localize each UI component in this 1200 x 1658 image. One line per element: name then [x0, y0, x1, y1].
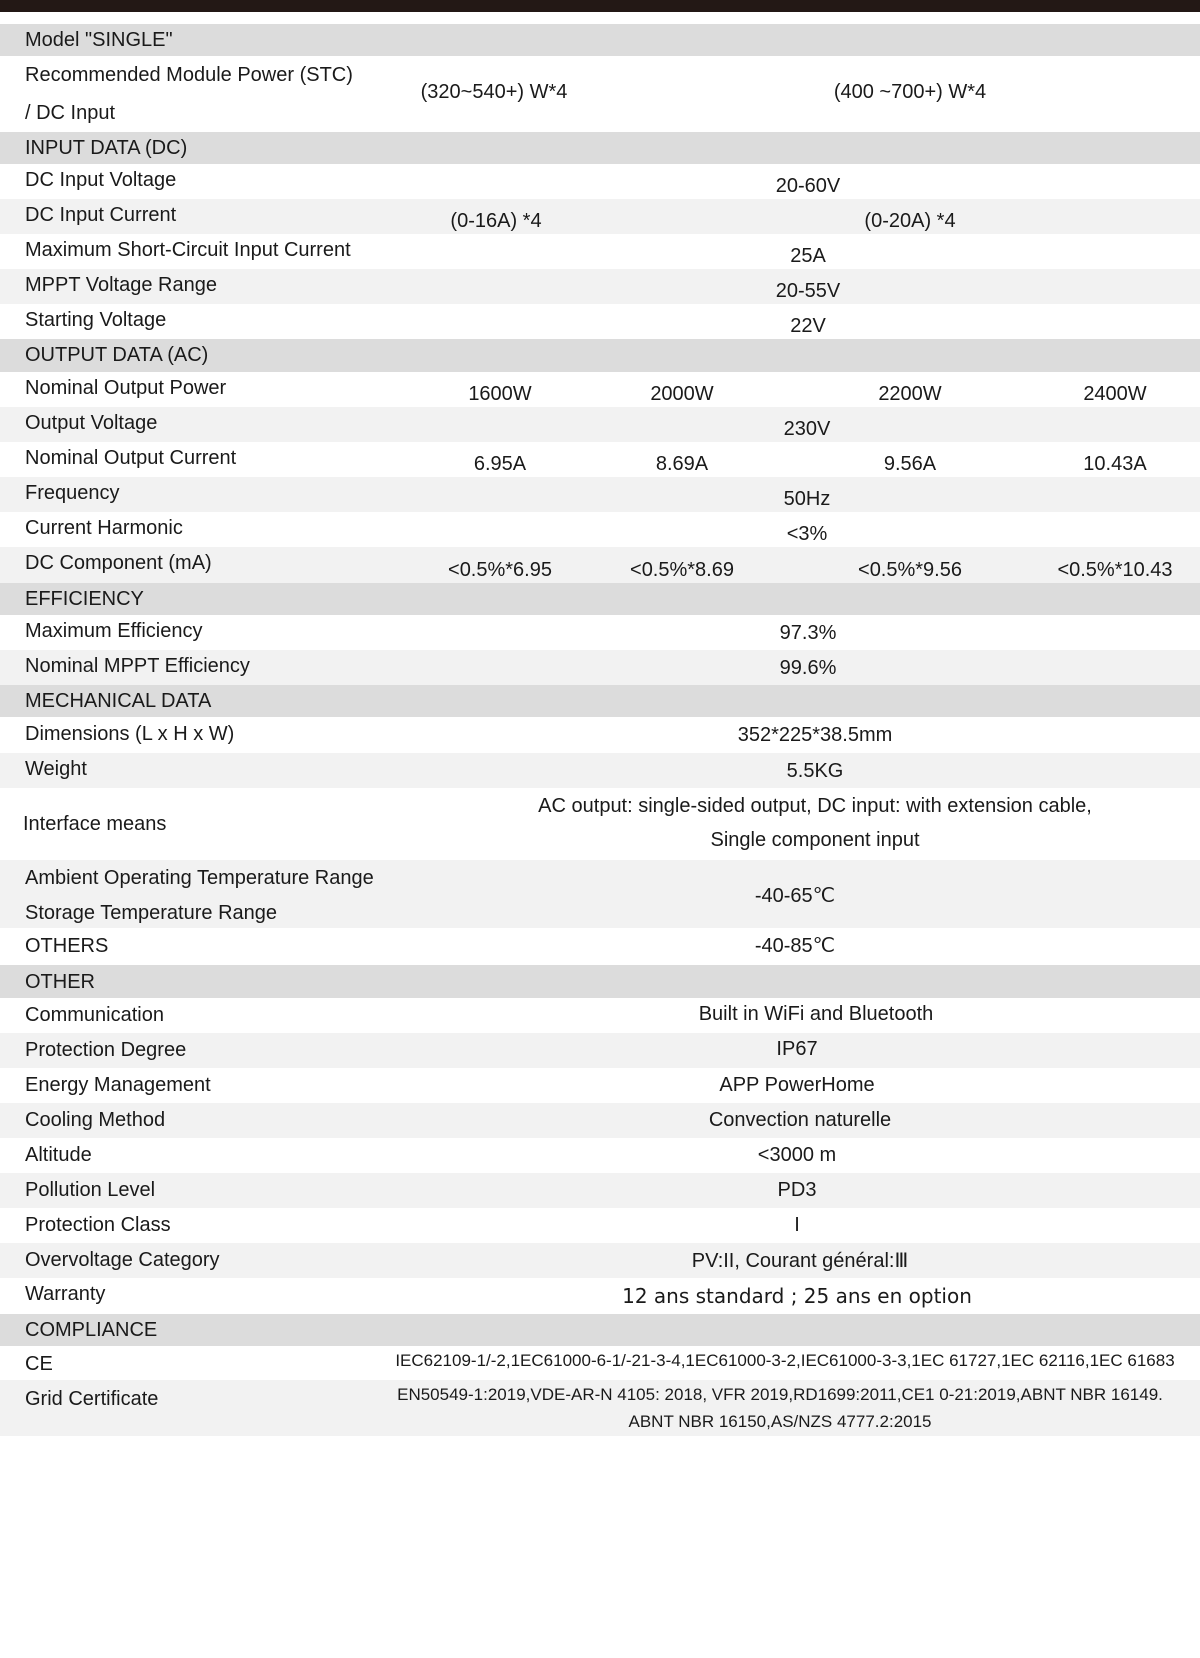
section-title: OUTPUT DATA (AC): [25, 344, 209, 366]
row-starting-voltage: [0, 304, 1200, 339]
value-cell: 5.5KG: [786, 760, 844, 782]
value-cell: 8.69A: [655, 453, 709, 475]
value-cell: (320~540+) W*4: [420, 81, 568, 103]
row-max-short-circuit: [0, 234, 1200, 269]
row-dc-input-current: [0, 199, 1200, 234]
row-overvoltage-category: [0, 1243, 1200, 1278]
value-cell: 10.43A: [1083, 453, 1147, 475]
row-label: DC Input Voltage: [25, 169, 177, 191]
value-cell: 50Hz: [783, 488, 831, 510]
row-label: Grid Certificate: [25, 1388, 159, 1410]
value-cell: 22V: [790, 315, 826, 337]
value-cell: 20-55V: [775, 280, 841, 302]
row-ce: [0, 1346, 1200, 1380]
row-label: Nominal MPPT Efficiency: [25, 655, 250, 677]
row-label: Protection Degree: [25, 1039, 187, 1061]
row-label: Pollution Level: [25, 1179, 156, 1201]
row-label: Warranty: [25, 1283, 106, 1305]
row-nominal-output-power: [0, 372, 1200, 407]
value-cell: 2400W: [1083, 383, 1147, 405]
row-grid-certificate: [0, 1380, 1200, 1436]
row-label: Maximum Efficiency: [25, 620, 203, 642]
value-cell: ABNT NBR 16150,AS/NZS 4777.2:2015: [628, 1412, 932, 1431]
value-cell: 1600W: [468, 383, 532, 405]
section-title: MECHANICAL DATA: [25, 690, 212, 712]
row-altitude: [0, 1138, 1200, 1173]
row-dc-component: [0, 547, 1200, 583]
row-label: DC Input Current: [25, 204, 177, 226]
row-cooling-method: [0, 1103, 1200, 1138]
row-protection-degree: [0, 1033, 1200, 1068]
value-cell: 9.56A: [883, 453, 937, 475]
section-model: [0, 24, 1200, 56]
row-frequency: [0, 477, 1200, 512]
row-label: / DC Input: [25, 102, 116, 124]
row-label: Ambient Operating Temperature Range: [25, 867, 374, 889]
row-label: Overvoltage Category: [25, 1249, 220, 1271]
section-efficiency: [0, 583, 1200, 615]
row-label: Energy Management: [25, 1074, 211, 1096]
row-label: Dimensions (L x H x W): [25, 723, 235, 745]
value-cell: (0-16A) *4: [450, 210, 542, 232]
value-cell: 2000W: [650, 383, 714, 405]
value-cell: 99.6%: [779, 657, 837, 679]
section-compliance: [0, 1314, 1200, 1346]
row-dimensions: [0, 717, 1200, 753]
section-title: COMPLIANCE: [25, 1319, 158, 1341]
row-max-efficiency: [0, 615, 1200, 650]
section-title: EFFICIENCY: [25, 588, 144, 610]
section-title: INPUT DATA (DC): [25, 137, 188, 159]
value-cell: <0.5%*6.95: [448, 559, 552, 581]
section-input-dc: [0, 132, 1200, 164]
row-label: MPPT Voltage Range: [25, 274, 217, 296]
row-label: Frequency: [25, 482, 120, 504]
value-cell: <3000 m: [757, 1144, 837, 1166]
value-cell: Convection naturelle: [708, 1109, 892, 1131]
value-cell: I: [794, 1214, 800, 1236]
value-cell: <0.5%*9.56: [858, 559, 962, 581]
value-cell: Built in WiFi and Bluetooth: [698, 1003, 934, 1025]
value-cell: -40-85℃: [754, 935, 836, 957]
row-weight: [0, 753, 1200, 788]
section-other: [0, 965, 1200, 998]
row-label: CE: [25, 1353, 53, 1375]
row-label: Current Harmonic: [25, 517, 183, 539]
row-label: Cooling Method: [25, 1109, 166, 1131]
row-others: [0, 928, 1200, 965]
value-cell: 97.3%: [779, 622, 837, 644]
row-label: Maximum Short-Circuit Input Current: [25, 239, 351, 261]
section-output-ac: [0, 339, 1200, 372]
row-dc-input-voltage: [0, 164, 1200, 199]
row-label: Communication: [25, 1004, 164, 1026]
section-mechanical: [0, 685, 1200, 717]
row-current-harmonic: [0, 512, 1200, 547]
row-mppt-efficiency: [0, 650, 1200, 685]
value-cell: AC output: single-sided output, DC input: with extension cable,: [538, 795, 1092, 817]
row-protection-class: [0, 1208, 1200, 1243]
row-energy-management: [0, 1068, 1200, 1103]
row-communication: [0, 998, 1200, 1033]
value-cell: 12 ans standard ; 25 ans en option: [622, 1284, 972, 1308]
value-cell: <0.5%*10.43: [1057, 559, 1173, 581]
row-label: Weight: [25, 758, 87, 780]
row-interface-means: [0, 788, 1200, 860]
row-temperature-ranges: [0, 860, 1200, 928]
value-cell: PV:II, Courant général:Ⅲ: [691, 1250, 909, 1272]
top-border-bar: [0, 0, 1200, 12]
section-title: Model "SINGLE": [25, 29, 173, 51]
value-cell: PD3: [777, 1179, 817, 1201]
row-label: Storage Temperature Range: [25, 902, 278, 924]
value-cell: (0-20A) *4: [864, 210, 956, 232]
value-cell: 6.95A: [473, 453, 527, 475]
row-label: Starting Voltage: [25, 309, 167, 331]
row-label: Recommended Module Power (STC): [25, 64, 353, 86]
section-title: OTHER: [25, 971, 95, 993]
value-cell: IEC62109-1/-2,1EC61000-6-1/-21-3-4,1EC61000-3-2,IEC61000-3-3,1EC 61727,1EC 62116,1EC 61683: [395, 1351, 1175, 1370]
value-cell: IP67: [776, 1038, 818, 1060]
value-cell: <3%: [786, 523, 828, 545]
row-label: Nominal Output Current: [25, 447, 237, 469]
value-cell: 20-60V: [775, 175, 841, 197]
row-nominal-output-current: [0, 442, 1200, 477]
value-cell: APP PowerHome: [719, 1074, 875, 1096]
value-cell: <0.5%*8.69: [630, 559, 734, 581]
value-cell: 2200W: [878, 383, 942, 405]
row-warranty: [0, 1278, 1200, 1314]
row-label: DC Component (mA): [25, 552, 212, 574]
row-label: OTHERS: [25, 935, 109, 957]
row-label: Interface means: [23, 813, 167, 835]
value-cell: EN50549-1:2019,VDE-AR-N 4105: 2018, VFR 2019,RD1699:2011,CE1 0-21:2019,ABNT NBR 16149.: [397, 1385, 1163, 1404]
row-label: Altitude: [25, 1144, 92, 1166]
row-output-voltage: [0, 407, 1200, 442]
value-cell: -40-65℃: [754, 885, 836, 907]
row-mppt-voltage-range: [0, 269, 1200, 304]
value-cell: 25A: [790, 245, 826, 267]
value-cell: (400 ~700+) W*4: [833, 81, 987, 103]
row-pollution-level: [0, 1173, 1200, 1208]
value-cell: 230V: [783, 418, 831, 440]
row-label: Output Voltage: [25, 412, 158, 434]
row-label: Nominal Output Power: [25, 377, 227, 399]
value-cell: 352*225*38.5mm: [737, 724, 893, 746]
row-label: Protection Class: [25, 1214, 171, 1236]
value-cell: Single component input: [710, 829, 920, 851]
